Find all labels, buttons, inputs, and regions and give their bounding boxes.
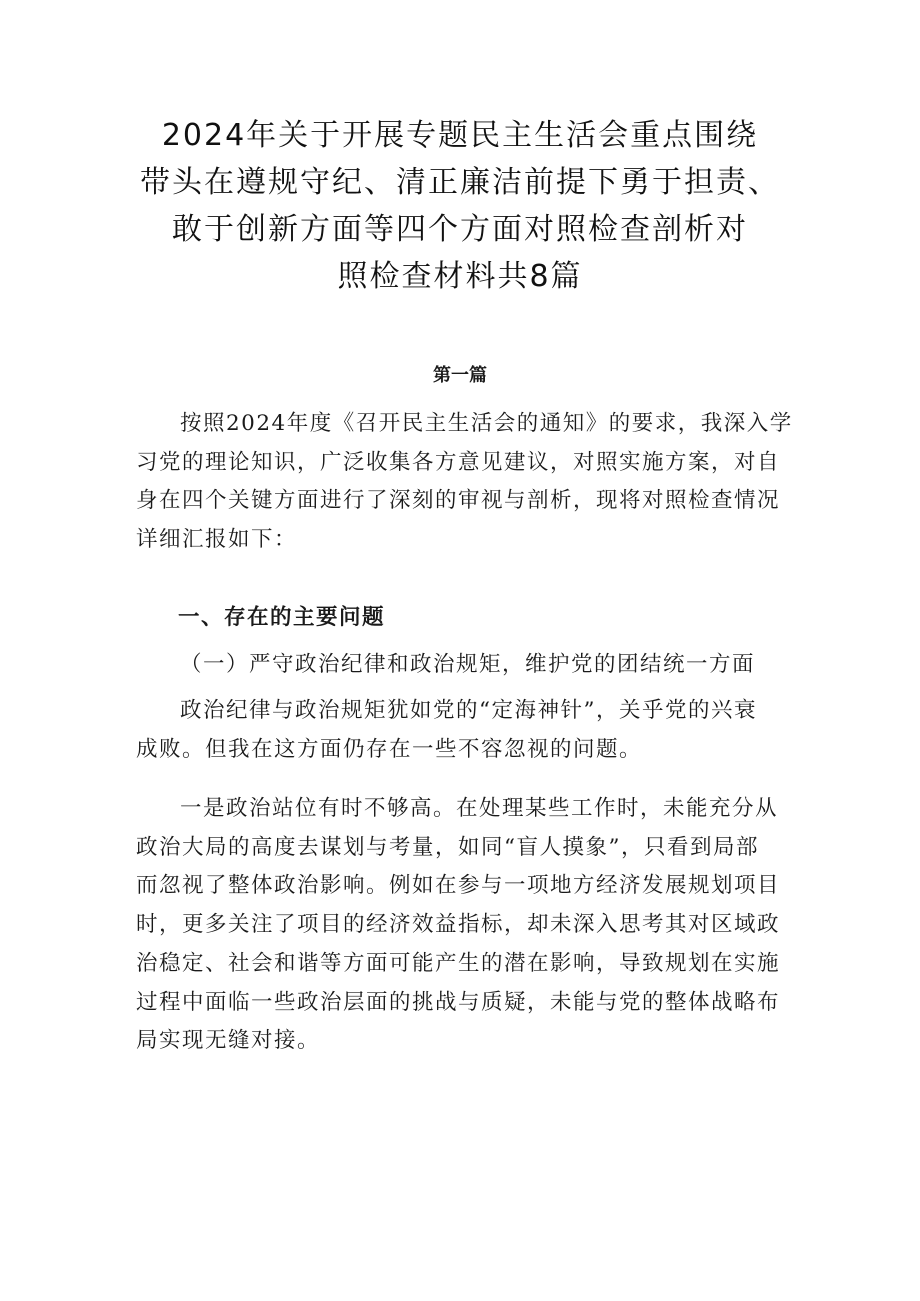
paragraph-line: 详细汇报如下：: [136, 527, 298, 553]
body-paragraph: [136, 692, 786, 769]
body-paragraph: [136, 790, 786, 1061]
document-title: [110, 112, 810, 300]
title-line: 照检查材料共8篇: [337, 259, 583, 294]
intro-paragraph: [136, 405, 793, 560]
title-line: 敢于创新方面等四个方面对照检查剖析对: [172, 212, 748, 247]
paragraph-line: 习党的理论知识，广泛收集各方意见建议，对照实施方案，对自: [136, 449, 781, 475]
section-heading: 一、存在的主要问题: [178, 605, 386, 630]
paragraph-line: 身在四个关键方面进行了深刻的审视与剖析，现将对照检查情况: [136, 488, 781, 514]
paragraph-line: 成败。但我在这方面仍存在一些不容忽视的问题。: [136, 736, 643, 762]
paragraph-line: 按照2024年度《召开民主生活会的通知》的要求，我深入学: [180, 411, 793, 436]
chapter-label: 第一篇: [433, 365, 487, 386]
paragraph-line: 局实现无缝对接。: [136, 1028, 321, 1054]
paragraph-line: 政治纪律与政治规矩犹如党的“定海神针”，关乎党的兴衰: [180, 698, 757, 723]
subsection-heading: （一）严守政治纪律和政治规矩，维护党的团结统一方面: [180, 652, 756, 677]
paragraph-line: 过程中面临一些政治层面的挑战与质疑，未能与党的整体战略布: [136, 989, 781, 1015]
paragraph-line: 时，更多关注了项目的经济效益指标，却未深入思考其对区域政: [136, 912, 781, 938]
paragraph-line: 而忽视了整体政治影响。例如在参与一项地方经济发展规划项目: [136, 873, 781, 899]
paragraph-line: 治稳定、社会和谐等方面可能产生的潜在影响，导致规划在实施: [136, 950, 781, 976]
paragraph-line: 一是政治站位有时不够高。在处理某些工作时，未能充分从: [180, 796, 779, 821]
title-line: 2024年关于开展专题民主生活会重点围绕: [161, 118, 759, 153]
title-line: 带头在遵规守纪、清正廉洁前提下勇于担责、: [140, 165, 780, 200]
paragraph-line: 政治大局的高度去谋划与考量，如同“盲人摸象”，只看到局部: [136, 834, 759, 860]
